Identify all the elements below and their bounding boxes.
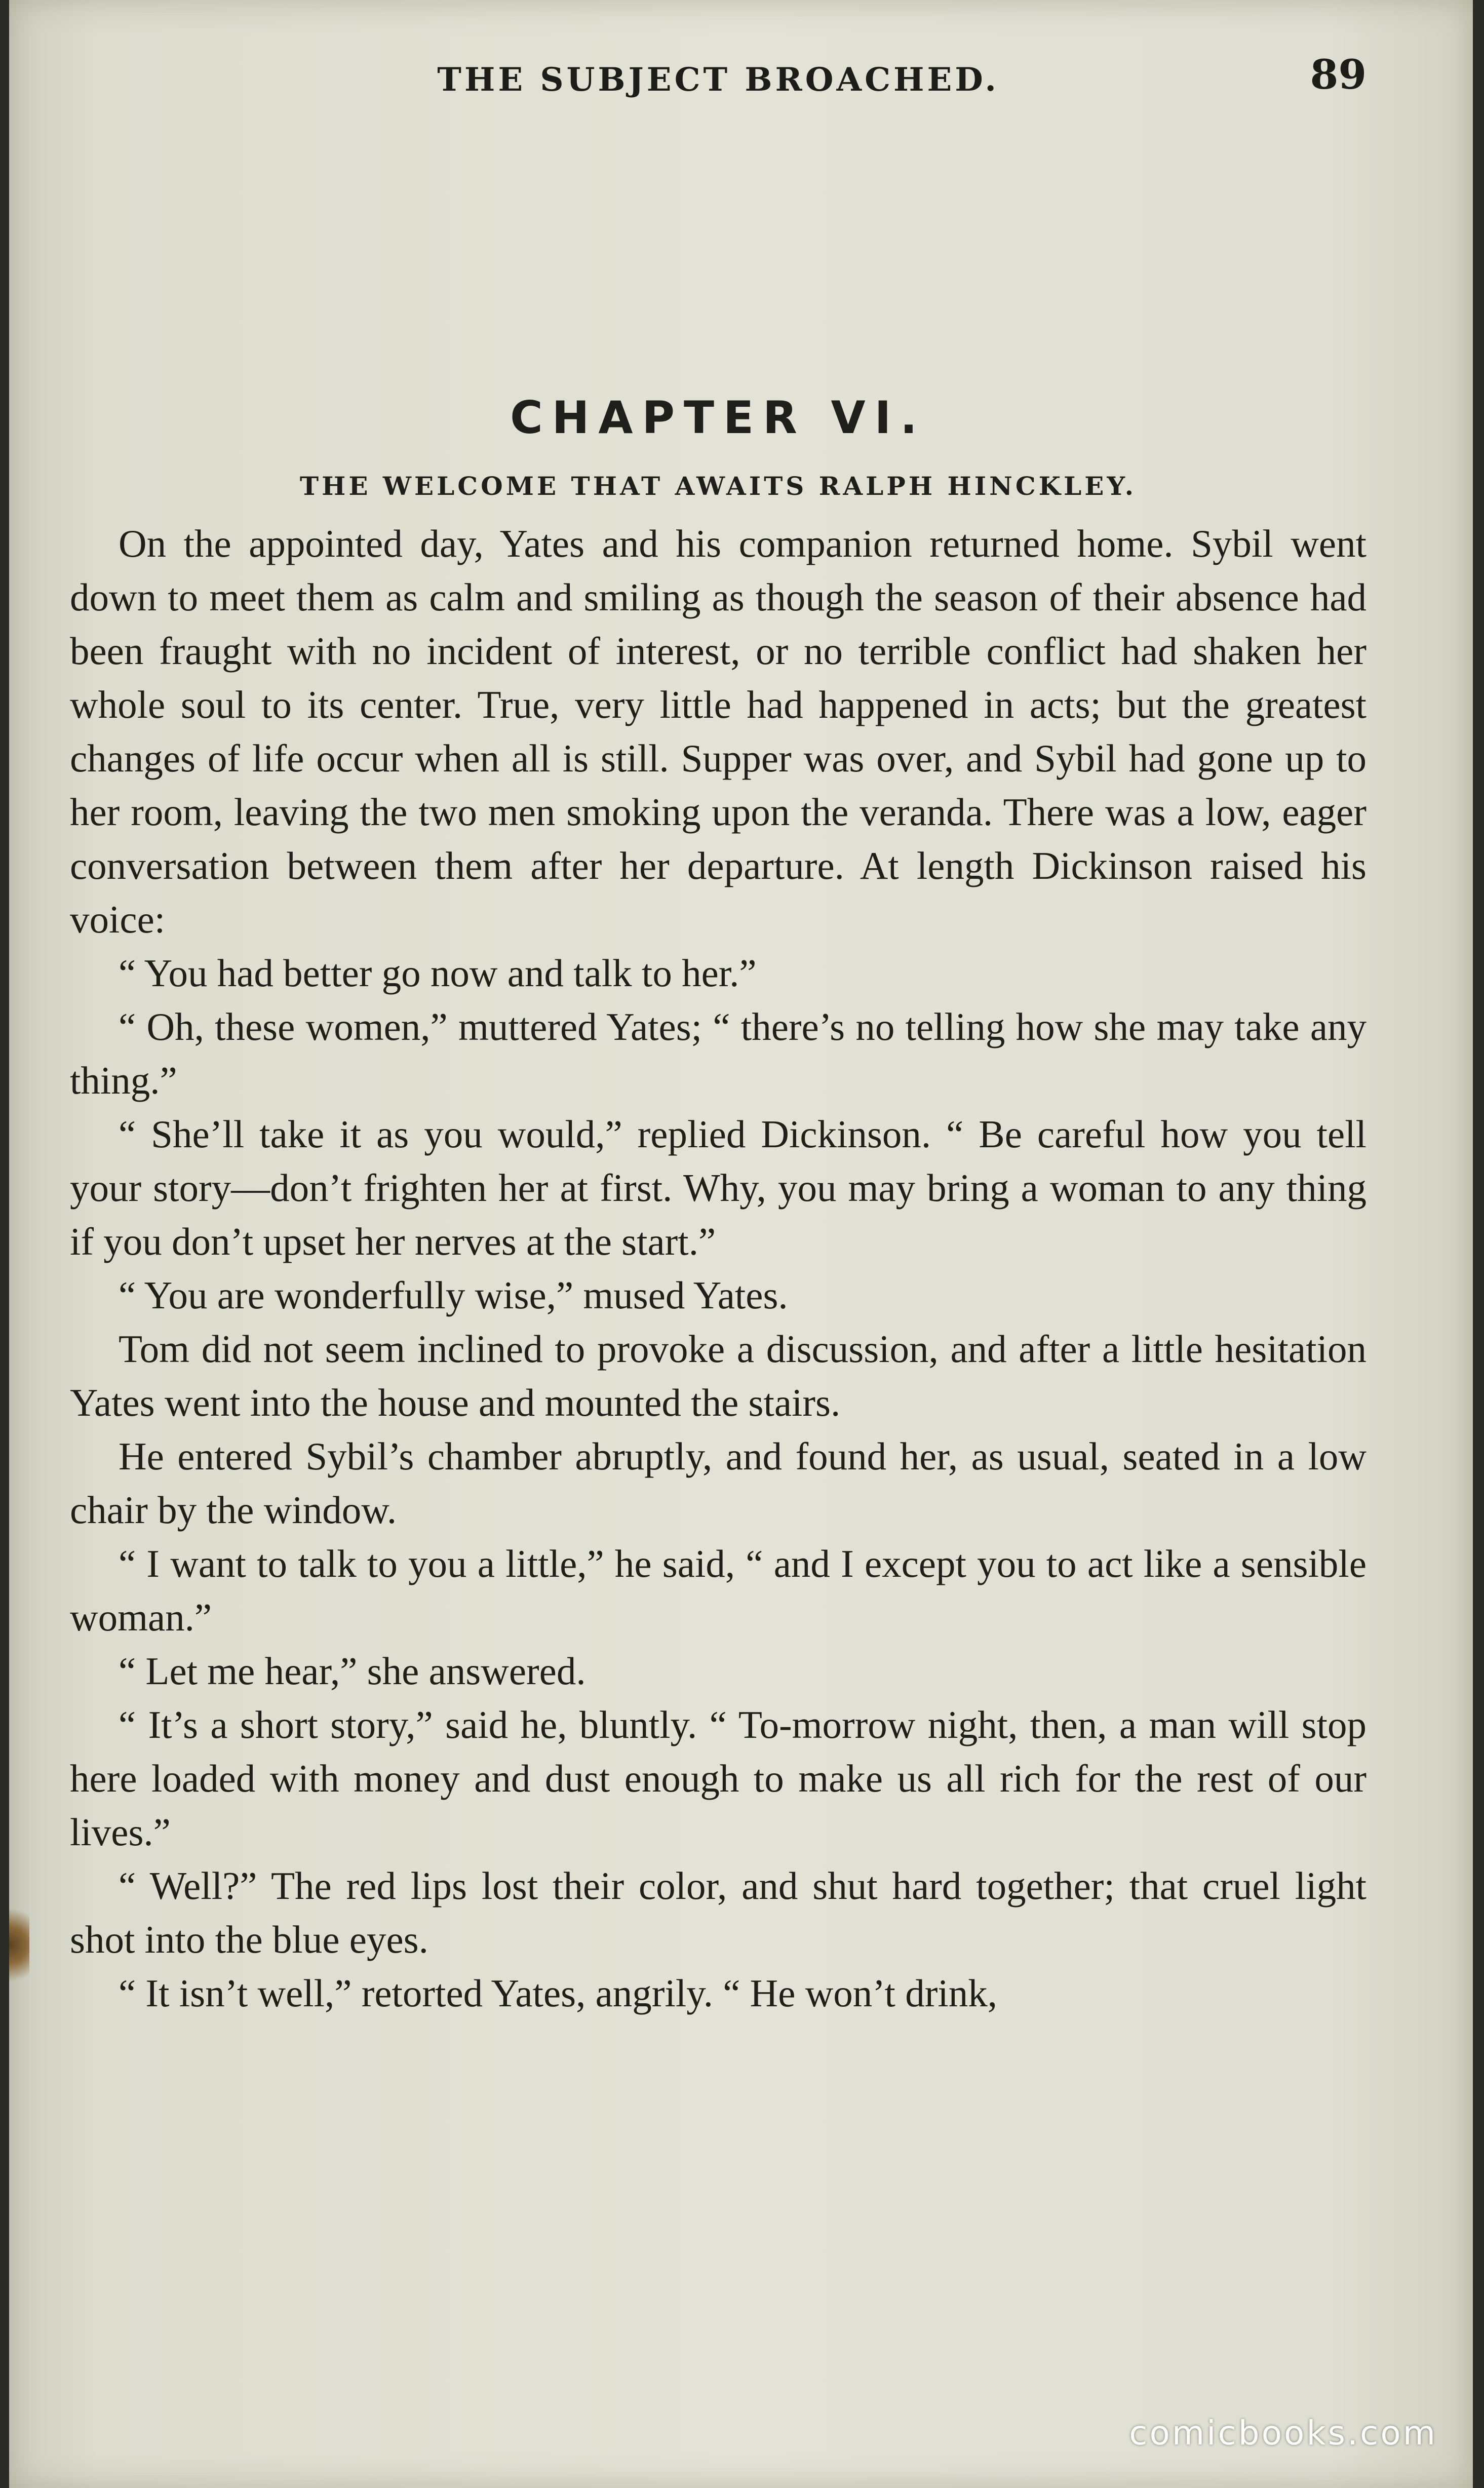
paragraph: “ You had better go now and talk to her.”: [119, 951, 757, 995]
chapter-subtitle: THE WELCOME THAT AWAITS RALPH HINCKLEY.: [299, 471, 1137, 501]
watermark: comicbooks.com: [1129, 2414, 1437, 2453]
paragraph: Tom did not seem inclined to provoke a discussion, and after a little hesitation Yates went into the house and mounted the stairs.: [70, 1327, 1366, 1424]
paragraph: “ It’s a short story,” said he, bluntly. “ To-morrow night, then, a man will stop here loaded with money and dust enough to make us all rich for the rest of our lives.”: [70, 1703, 1366, 1854]
chapter-heading: CHAPTER VI.: [510, 392, 926, 444]
paragraph: On the appointed day, Yates and his companion returned home. Sybil went down to meet them as calm and smiling as though the season of their absence had been fraught with no incident of interest, or no terrible conflict had shaken her whole soul to its center. True, very little had happened in acts; but the greatest changes of life occur when all is still. Supper was over, and Sybil had gone up to her room, leaving the two men smoking upon the veranda. There was a low, eager conversation between them after her departure. At length Dickinson raised his voice:: [70, 522, 1366, 941]
page-content: [70, 30, 1366, 2020]
paragraph: “ Well?” The red lips lost their color, and shut hard together; that cruel light shot into the blue eyes.: [70, 1864, 1366, 1961]
book-page: [9, 0, 1473, 2488]
running-head: [70, 30, 1366, 116]
paragraph: “ It isn’t well,” retorted Yates, angrily. “ He won’t drink,: [119, 1971, 997, 2015]
paragraph: “ She’ll take it as you would,” replied Dickinson. “ Be careful how you tell your story—don’t frighten her at first. Why, you may bring a woman to any thing if you don’t upset her nerves at the start.”: [70, 1112, 1366, 1263]
paragraph: “ Let me hear,” she answered.: [119, 1649, 586, 1693]
paragraph: “ I want to talk to you a little,” he said, “ and I except you to act like a sensible woman.”: [70, 1542, 1366, 1639]
paragraph: He entered Sybil’s chamber abruptly, and found her, as usual, seated in a low chair by the window.: [70, 1434, 1366, 1532]
chapter-body: [70, 517, 1366, 2020]
paragraph: “ You are wonderfully wise,” mused Yates.: [119, 1273, 788, 1317]
running-head-title: THE SUBJECT BROACHED.: [437, 61, 999, 99]
show-through-area: [70, 116, 1366, 380]
binding-stain: [9, 1904, 29, 1986]
paragraph: “ Oh, these women,” muttered Yates; “ there’s no telling how she may take any thing.”: [70, 1005, 1366, 1102]
page-number: 89: [1310, 51, 1366, 98]
